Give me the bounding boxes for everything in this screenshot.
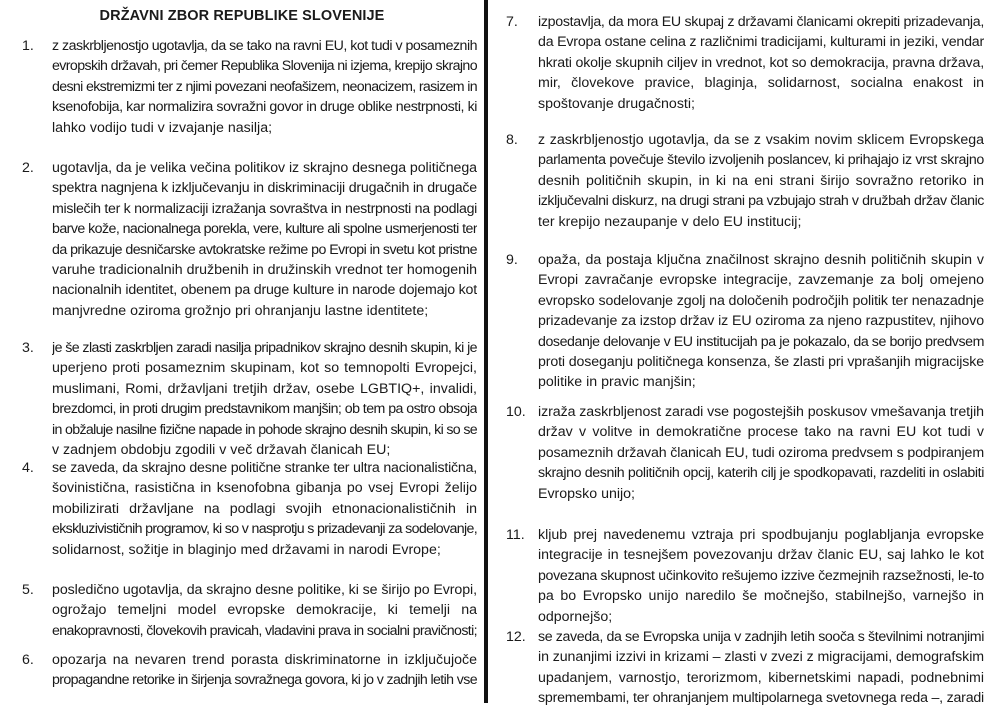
- text-line: ogrožajo temeljni model evropske demokracije, ki temelji na: [52, 602, 477, 619]
- text-line: spektra nagnjena k izključevanju in diskriminaciji drugačnih in drugače: [52, 180, 477, 197]
- paragraph-text: [52, 158, 477, 321]
- text-line: prizadevanje za izstop držav iz EU oziroma za njeno razpustitev, njihovo: [538, 313, 984, 330]
- text-line: šovinistična, rasistična in ksenofobna gibanja po vsej Evropi želijo: [52, 480, 477, 497]
- text-line: ugotavlja, da je velika večina politikov iz skrajno desnega političnega: [52, 160, 477, 176]
- text-line: brezdomci, in proti drugim predstavnikom manjšin; ob tem pa ostro obsoja: [52, 401, 477, 418]
- text-line: v zadnjem obdobju zgodili v več državah članicah EU;: [52, 441, 391, 458]
- text-line: desni ekstremizmi ter z njimi povezani neofašizem, neonacizem, rasizem in: [52, 78, 477, 95]
- paragraph-number: 6.: [22, 652, 34, 668]
- paragraph-text: [52, 580, 477, 641]
- text-line: evropskih državah, pri čemer Republika Slovenija ni izjema, krepijo skrajno: [52, 58, 477, 75]
- text-line: spoštovanje drugačnosti;: [538, 95, 695, 112]
- paragraph-text: [538, 402, 984, 504]
- paragraph-number: 7.: [506, 14, 518, 30]
- text-line: opaža, da postaja ključna značilnost skrajno desnih političnih skupin v: [538, 252, 984, 268]
- text-line: pa bo Evropsko unijo naredilo še močnejšo, stabilnejšo, varnejšo in: [538, 588, 984, 605]
- text-line: dosedanje delovanje v EU institucijah pa je pokazalo, da se borijo predvsem: [538, 333, 984, 350]
- paragraph-number: 5.: [22, 582, 34, 598]
- text-line: opozarja na nevaren trend porasta diskriminatorne in izključujoče: [52, 652, 477, 668]
- text-line: barve kože, nacionalnega porekla, vere, kulture ali spolne usmerjenosti ter: [52, 221, 477, 238]
- paragraph-number: 12.: [506, 629, 526, 645]
- text-line: uperjeno proti posameznim skupinam, kot so temnopolti Evropejci,: [52, 360, 477, 377]
- text-line: nacionalnih identitet, obenem pa druge kulture in narode dojemajo kot: [52, 282, 477, 299]
- text-line: odpornejšo;: [538, 608, 613, 625]
- paragraph-number: 9.: [506, 252, 518, 268]
- text-line: mobilizirati državljane na podlagi svojih etnonacionalističnih in: [52, 500, 477, 517]
- text-line: parlamenta povečuje število izvoljenih poslancev, ki prihajajo iz vrst skrajno: [538, 152, 984, 169]
- text-line: evropsko sodelovanje zgolj na določenih področjih politik ter nenazadnje: [538, 292, 984, 309]
- text-line: kljub prej navedenemu vztraja pri spodbujanju poglabljanja evropske: [538, 527, 984, 543]
- paragraph-text: [52, 338, 477, 460]
- text-line: izraža zaskrbljenost zaradi vse pogostejših poskusov vmešavanja tretjih: [538, 404, 984, 420]
- paragraph-text: [538, 250, 984, 393]
- text-line: Evropsko unijo;: [538, 485, 635, 502]
- paragraph-number: 3.: [22, 340, 34, 356]
- text-line: z zaskrbljenostjo ugotavlja, da se tako na ravni EU, kot tudi v posameznih: [52, 38, 477, 54]
- text-line: da Evropa ostane celina z različnimi tradicijami, kulturami in jeziki, vendar: [538, 34, 984, 51]
- text-line: solidarnost, sožitje in blaginjo med državami in narodi Evrope;: [52, 541, 441, 558]
- paragraph-text: [538, 130, 984, 232]
- text-line: držav v volitve in demokratične procese tako na ravni EU kot tudi v: [538, 424, 984, 441]
- text-line: da prikazuje desničarske avtokratske režime po Evropi in svetu kot pristne: [52, 241, 477, 258]
- paragraph-number: 11.: [506, 527, 525, 543]
- text-line: z zaskrbljenostjo ugotavlja, da se z vsakim novim sklicem Evropskega: [538, 132, 984, 148]
- text-line: mir, človekove pravice, blaginja, solidarnost, socialna enakost in: [538, 75, 984, 92]
- text-line: ekskluzivističnih programov, ki so v nasprotju s prizadevanji za sodelovanje,: [52, 521, 477, 538]
- paragraph-number: 1.: [22, 38, 34, 54]
- paragraph-number: 10.: [506, 404, 526, 420]
- paragraph-text: [52, 36, 477, 138]
- text-line: izključevalni diskurz, na drugi strani pa vzbujajo strah v družbah držav članic: [538, 193, 984, 210]
- text-line: muslimani, Romi, državljani tretjih držav, osebe LGBTIQ+, invalidi,: [52, 380, 477, 397]
- text-line: in obžaluje nasilne fizične napade in pohode skrajno desnih skupin, ki so se: [52, 421, 477, 438]
- text-line: propagandne retorike in širjenja sovražnega govora, ki jo v zadnjih letih vse: [52, 672, 477, 689]
- document-title: DRŽAVNI ZBOR REPUBLIKE SLOVENIJE: [99, 8, 385, 24]
- text-line: Evropi zavračanje evropske integracije, zavzemanje za bolj omejeno: [538, 272, 984, 289]
- paragraph-number: 2.: [22, 160, 34, 176]
- text-line: lahko vodijo tudi v izvajanje nasilja;: [52, 119, 273, 136]
- text-line: politike in pravic manjšin;: [538, 374, 696, 391]
- paragraph-number: 4.: [22, 460, 34, 476]
- text-line: mislečih ter k normalizaciji izražanja sovraštva in nestrpnosti na podlagi: [52, 200, 477, 217]
- paragraph-text: [52, 650, 477, 691]
- text-line: in zunanjimi izzivi in krizami – zlasti v zvezi z migracijami, demografskim: [538, 649, 984, 666]
- text-line: skrajno desnih političnih opcij, katerih cilj je spodkopavati, razdeliti in oslabiti: [538, 465, 984, 482]
- paragraph-text: [538, 12, 984, 114]
- text-line: enakopravnosti, človekovih pravicah, vladavini prava in socialni pravičnosti;: [52, 622, 477, 639]
- text-line: spremembami, ter ohranjanjem multipolarnega svetovnega reda –, zaradi: [538, 690, 984, 707]
- text-line: ter krepijo nezaupanje v delo EU institucij;: [538, 213, 802, 230]
- paragraph-number: 8.: [506, 132, 518, 148]
- text-line: proti doseganju političnega konsenza, še zlasti pri vprašanjih migracijske: [538, 353, 984, 370]
- text-line: manjvredne oziroma grožnjo pri ohranjanju lastne identitete;: [52, 302, 429, 319]
- text-line: integracije in tesnejšem povezovanju držav članic EU, saj lahko le kot: [538, 547, 984, 564]
- text-line: izpostavlja, da mora EU skupaj z državami članicami okrepiti prizadevanja,: [538, 14, 984, 30]
- text-line: ksenofobija, kar normalizira sovražni govor in druge oblike nestrpnosti, ki: [52, 99, 477, 116]
- text-line: hkrati okolje skupnih ciljev in vrednot, kot so demokracija, pravna država,: [538, 54, 984, 71]
- text-line: desnih političnih skupin, in ki na eni strani širijo sovražno retoriko in: [538, 172, 984, 189]
- paragraph-text: [52, 458, 477, 560]
- text-line: posledično ugotavlja, da skrajno desne politike, ki se širijo po Evropi,: [52, 582, 477, 598]
- text-line: povezana skupnost učinkovito rešujemo izzive čezmejnih razsežnosti, le-to: [538, 567, 984, 584]
- text-line: upadanjem, varnostjo, terorizmom, kibernetskimi napadi, podnebnimi: [538, 669, 984, 686]
- text-line: varuhe tradicionalnih družbenih in družinskih vrednot ter homogenih: [52, 261, 477, 278]
- paragraph-text: [538, 627, 984, 709]
- text-line: posameznih državah članicah EU, tudi oziroma predvsem s podpiranjem: [538, 444, 984, 461]
- column-divider: [484, 0, 488, 703]
- paragraph-text: [538, 525, 984, 627]
- text-line: je še zlasti zaskrbljen zaradi nasilja pripadnikov skrajno desnih skupin, ki je: [52, 340, 477, 356]
- text-line: se zaveda, da skrajno desne politične stranke ter ultra nacionalistična,: [52, 460, 477, 476]
- text-line: se zaveda, da se Evropska unija v zadnjih letih sooča s številnimi notranjimi: [538, 629, 984, 645]
